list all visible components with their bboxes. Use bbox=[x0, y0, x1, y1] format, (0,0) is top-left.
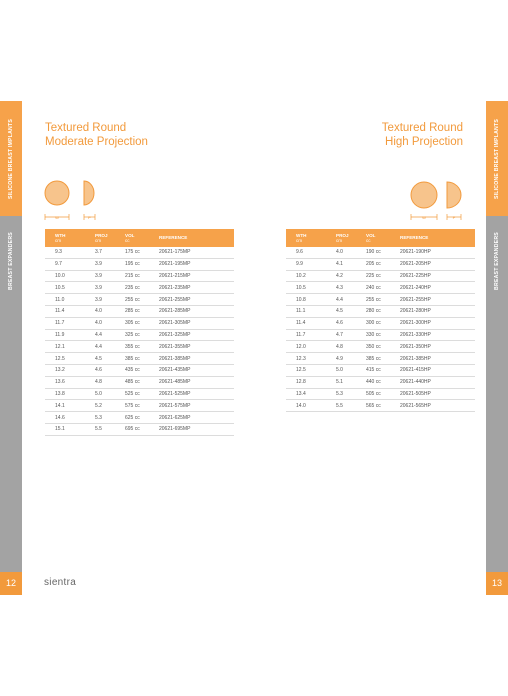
cell-projection: 5.1 bbox=[332, 376, 366, 388]
cell-projection: 4.5 bbox=[91, 353, 125, 365]
table-row bbox=[286, 270, 475, 282]
table-row bbox=[45, 412, 234, 424]
table-row bbox=[286, 376, 475, 388]
cell-width: 13.6 bbox=[45, 376, 91, 388]
spec-table-high bbox=[286, 229, 475, 412]
cell-width: 14.1 bbox=[45, 400, 91, 412]
cell-projection: 5.5 bbox=[91, 423, 125, 435]
cell-width: 9.6 bbox=[286, 247, 332, 258]
cell-volume: 235 cc bbox=[125, 282, 159, 294]
title-line-1: Textured Round bbox=[381, 122, 463, 134]
table-row bbox=[45, 364, 234, 376]
implant-shape-icon bbox=[407, 180, 469, 222]
cell-width: 12.8 bbox=[286, 376, 332, 388]
cell-volume: 385 cc bbox=[366, 353, 400, 365]
cell-projection: 4.0 bbox=[91, 317, 125, 329]
cell-projection: 4.7 bbox=[332, 329, 366, 341]
cell-projection: 4.8 bbox=[91, 376, 125, 388]
cell-width: 15.1 bbox=[45, 423, 91, 435]
table-row bbox=[45, 258, 234, 270]
sidebar-label-expanders: BREAST EXPANDERS bbox=[494, 232, 500, 290]
cell-width: 9.9 bbox=[286, 258, 332, 270]
cell-projection: 5.3 bbox=[332, 388, 366, 400]
cell-reference: 20621-575MP bbox=[159, 400, 234, 412]
cell-reference: 20621-205HP bbox=[400, 258, 475, 270]
cell-reference: 20621-525MP bbox=[159, 388, 234, 400]
cell-width: 12.1 bbox=[45, 341, 91, 353]
table-row bbox=[45, 317, 234, 329]
width-marker-label: W bbox=[422, 215, 426, 220]
cell-reference: 20621-235MP bbox=[159, 282, 234, 294]
table-row bbox=[286, 353, 475, 365]
table-row bbox=[45, 294, 234, 306]
cell-volume: 505 cc bbox=[366, 388, 400, 400]
table-row bbox=[286, 400, 475, 412]
cell-projection: 5.3 bbox=[91, 412, 125, 424]
table-row bbox=[286, 294, 475, 306]
cell-reference: 20621-435MP bbox=[159, 364, 234, 376]
cell-projection: 5.2 bbox=[91, 400, 125, 412]
table-row bbox=[45, 341, 234, 353]
cell-width: 12.0 bbox=[286, 341, 332, 353]
sidebar-label-silicone: SILICONE BREAST IMPLANTS bbox=[8, 118, 14, 199]
cell-width: 10.5 bbox=[45, 282, 91, 294]
cell-volume: 625 cc bbox=[125, 412, 159, 424]
cell-volume: 350 cc bbox=[366, 341, 400, 353]
proj-marker-label: P bbox=[452, 215, 456, 220]
width-marker-label: W bbox=[55, 215, 59, 220]
cell-projection: 5.5 bbox=[332, 400, 366, 412]
sidebar-tab-silicone bbox=[486, 101, 508, 216]
sidebar-tab-expanders bbox=[0, 216, 22, 572]
cell-width: 13.4 bbox=[286, 388, 332, 400]
cell-width: 11.4 bbox=[286, 317, 332, 329]
header-width: WTH cm bbox=[45, 229, 91, 247]
cell-width: 11.0 bbox=[45, 294, 91, 306]
sidebar-label-expanders: BREAST EXPANDERS bbox=[8, 232, 14, 290]
cell-volume: 440 cc bbox=[366, 376, 400, 388]
cell-reference: 20621-415HP bbox=[400, 364, 475, 376]
header-volume: VOL cc bbox=[125, 229, 159, 247]
cell-projection: 3.9 bbox=[91, 258, 125, 270]
cell-volume: 575 cc bbox=[125, 400, 159, 412]
implant-diagram-high bbox=[407, 180, 469, 222]
left-sidebar bbox=[0, 101, 22, 595]
cell-projection: 3.9 bbox=[91, 294, 125, 306]
cell-projection: 3.9 bbox=[91, 270, 125, 282]
cell-volume: 300 cc bbox=[366, 317, 400, 329]
cell-width: 10.2 bbox=[286, 270, 332, 282]
header-width: WTH cm bbox=[286, 229, 332, 247]
table-header-row bbox=[45, 229, 234, 247]
cell-reference: 20621-325MP bbox=[159, 329, 234, 341]
cell-reference: 20621-385HP bbox=[400, 353, 475, 365]
right-sidebar bbox=[486, 101, 508, 595]
proj-marker-label: P bbox=[88, 215, 91, 220]
cell-volume: 280 cc bbox=[366, 305, 400, 317]
cell-volume: 385 cc bbox=[125, 353, 159, 365]
cell-volume: 435 cc bbox=[125, 364, 159, 376]
cell-projection: 4.6 bbox=[91, 364, 125, 376]
cell-reference: 20621-280HP bbox=[400, 305, 475, 317]
cell-volume: 240 cc bbox=[366, 282, 400, 294]
cell-projection: 4.1 bbox=[332, 258, 366, 270]
title-line-2: High Projection bbox=[385, 136, 463, 148]
cell-volume: 305 cc bbox=[125, 317, 159, 329]
table-row bbox=[286, 364, 475, 376]
cell-volume: 195 cc bbox=[125, 258, 159, 270]
cell-projection: 4.5 bbox=[332, 305, 366, 317]
cell-volume: 215 cc bbox=[125, 270, 159, 282]
header-reference: REFERENCE bbox=[400, 229, 475, 247]
page-number: 13 bbox=[486, 572, 508, 595]
cell-width: 14.6 bbox=[45, 412, 91, 424]
sidebar-tab-silicone bbox=[0, 101, 22, 216]
cell-width: 13.2 bbox=[45, 364, 91, 376]
cell-projection: 3.9 bbox=[91, 282, 125, 294]
table-header-row bbox=[286, 229, 475, 247]
cell-width: 9.3 bbox=[45, 247, 91, 258]
cell-width: 10.8 bbox=[286, 294, 332, 306]
cell-reference: 20621-225HP bbox=[400, 270, 475, 282]
cell-reference: 20621-355MP bbox=[159, 341, 234, 353]
cell-volume: 190 cc bbox=[366, 247, 400, 258]
cell-reference: 20621-240HP bbox=[400, 282, 475, 294]
cell-volume: 525 cc bbox=[125, 388, 159, 400]
cell-projection: 3.7 bbox=[91, 247, 125, 258]
title-line-2: Moderate Projection bbox=[45, 136, 148, 148]
cell-reference: 20621-300HP bbox=[400, 317, 475, 329]
cell-reference: 20621-385MP bbox=[159, 353, 234, 365]
cell-width: 9.7 bbox=[45, 258, 91, 270]
table-row bbox=[45, 247, 234, 258]
cell-projection: 5.0 bbox=[91, 388, 125, 400]
table-row bbox=[45, 376, 234, 388]
cell-volume: 175 cc bbox=[125, 247, 159, 258]
sidebar-tab-expanders bbox=[486, 216, 508, 572]
cell-volume: 355 cc bbox=[125, 341, 159, 353]
cell-projection: 4.9 bbox=[332, 353, 366, 365]
cell-width: 11.7 bbox=[286, 329, 332, 341]
sientra-logo: sientra bbox=[44, 577, 77, 588]
cell-reference: 20621-625MP bbox=[159, 412, 234, 424]
implant-diagram-moderate bbox=[42, 180, 104, 222]
table-row bbox=[45, 388, 234, 400]
header-projection: PROJ cm bbox=[332, 229, 366, 247]
cell-width: 10.0 bbox=[45, 270, 91, 282]
table-row bbox=[286, 388, 475, 400]
cell-reference: 20621-255MP bbox=[159, 294, 234, 306]
cell-reference: 20621-175MP bbox=[159, 247, 234, 258]
cell-width: 13.8 bbox=[45, 388, 91, 400]
cell-reference: 20621-695MP bbox=[159, 423, 234, 435]
table-row bbox=[45, 305, 234, 317]
table-row bbox=[286, 247, 475, 258]
page-number: 12 bbox=[0, 572, 22, 595]
section-title-moderate bbox=[45, 121, 148, 149]
cell-reference: 20621-440HP bbox=[400, 376, 475, 388]
sidebar-label-silicone: SILICONE BREAST IMPLANTS bbox=[494, 118, 500, 199]
cell-reference: 20621-255HP bbox=[400, 294, 475, 306]
table-row bbox=[45, 423, 234, 435]
cell-reference: 20621-505HP bbox=[400, 388, 475, 400]
cell-width: 12.5 bbox=[286, 364, 332, 376]
cell-reference: 20621-190HP bbox=[400, 247, 475, 258]
cell-reference: 20621-485MP bbox=[159, 376, 234, 388]
cell-width: 11.1 bbox=[286, 305, 332, 317]
cell-reference: 20621-330HP bbox=[400, 329, 475, 341]
table-row bbox=[286, 282, 475, 294]
header-volume: VOL cc bbox=[366, 229, 400, 247]
table-row bbox=[45, 400, 234, 412]
cell-volume: 285 cc bbox=[125, 305, 159, 317]
cell-volume: 325 cc bbox=[125, 329, 159, 341]
spec-table-moderate bbox=[45, 229, 234, 436]
section-title-high bbox=[330, 121, 463, 149]
header-projection: PROJ cm bbox=[91, 229, 125, 247]
cell-volume: 485 cc bbox=[125, 376, 159, 388]
table-row bbox=[45, 329, 234, 341]
cell-volume: 255 cc bbox=[366, 294, 400, 306]
cell-projection: 4.0 bbox=[91, 305, 125, 317]
table-row bbox=[45, 282, 234, 294]
cell-projection: 4.2 bbox=[332, 270, 366, 282]
cell-width: 11.4 bbox=[45, 305, 91, 317]
cell-volume: 225 cc bbox=[366, 270, 400, 282]
cell-projection: 4.6 bbox=[332, 317, 366, 329]
cell-reference: 20621-350HP bbox=[400, 341, 475, 353]
cell-volume: 695 cc bbox=[125, 423, 159, 435]
cell-projection: 4.4 bbox=[332, 294, 366, 306]
cell-projection: 4.4 bbox=[91, 329, 125, 341]
cell-projection: 4.0 bbox=[332, 247, 366, 258]
table-row bbox=[286, 341, 475, 353]
table-row bbox=[286, 317, 475, 329]
cell-reference: 20621-215MP bbox=[159, 270, 234, 282]
cell-width: 10.5 bbox=[286, 282, 332, 294]
cell-reference: 20621-285MP bbox=[159, 305, 234, 317]
cell-volume: 415 cc bbox=[366, 364, 400, 376]
table-row bbox=[286, 258, 475, 270]
cell-projection: 5.0 bbox=[332, 364, 366, 376]
cell-width: 12.3 bbox=[286, 353, 332, 365]
title-line-1: Textured Round bbox=[45, 122, 127, 134]
header-reference: REFERENCE bbox=[159, 229, 234, 247]
implant-shape-icon bbox=[42, 180, 104, 222]
cell-width: 12.5 bbox=[45, 353, 91, 365]
cell-width: 11.9 bbox=[45, 329, 91, 341]
cell-volume: 205 cc bbox=[366, 258, 400, 270]
cell-volume: 255 cc bbox=[125, 294, 159, 306]
cell-width: 11.7 bbox=[45, 317, 91, 329]
table-row bbox=[45, 353, 234, 365]
cell-reference: 20621-195MP bbox=[159, 258, 234, 270]
table-row bbox=[45, 270, 234, 282]
cell-projection: 4.8 bbox=[332, 341, 366, 353]
cell-width: 14.0 bbox=[286, 400, 332, 412]
cell-reference: 20621-305MP bbox=[159, 317, 234, 329]
cell-reference: 20621-565HP bbox=[400, 400, 475, 412]
table-row bbox=[286, 305, 475, 317]
cell-projection: 4.3 bbox=[332, 282, 366, 294]
cell-volume: 330 cc bbox=[366, 329, 400, 341]
cell-projection: 4.4 bbox=[91, 341, 125, 353]
cell-volume: 565 cc bbox=[366, 400, 400, 412]
table-row bbox=[286, 329, 475, 341]
